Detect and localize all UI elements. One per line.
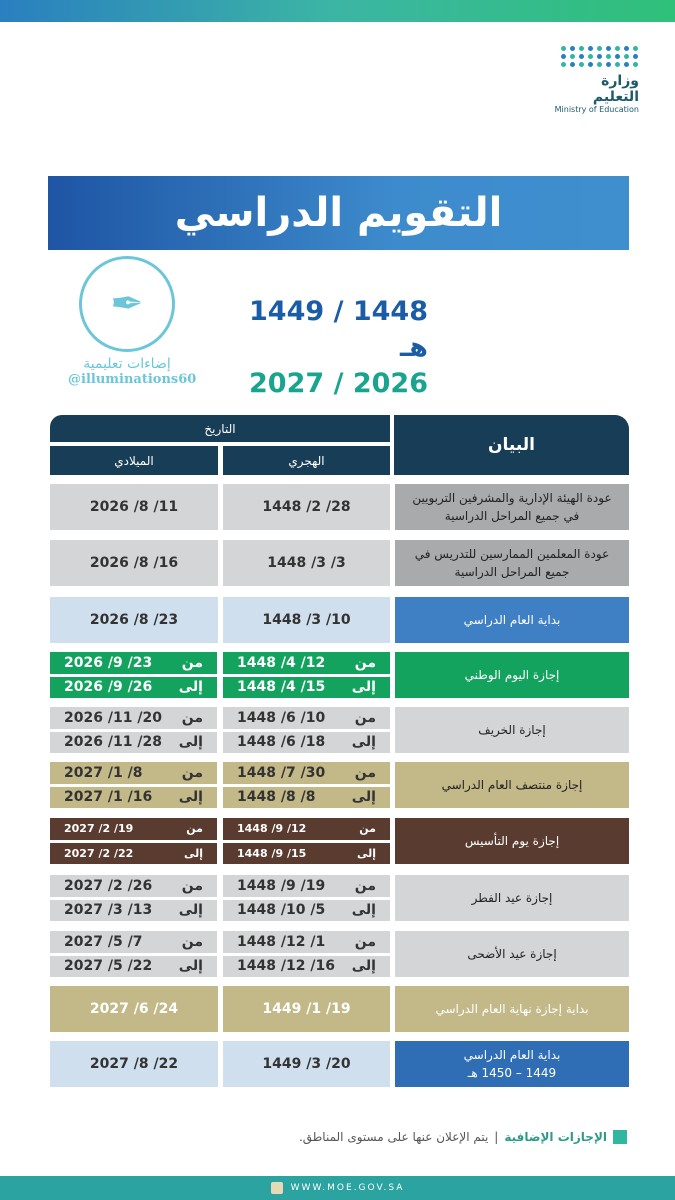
row-label [395, 986, 629, 1032]
gregorian-years: 2026 / 2027 [249, 368, 428, 399]
hijri-date: 10/ 6/ 1448 [237, 709, 326, 726]
brand-handle: @illuminations60 [68, 372, 197, 387]
header-gregorian [50, 446, 218, 475]
hijri-from-cell [223, 875, 390, 897]
hijri-date: 10/ 3/ 1448 [223, 597, 390, 643]
from-label: من [354, 877, 376, 894]
brand-logo [68, 256, 197, 387]
row-label [395, 818, 629, 864]
hijri-date: 18/ 6/ 1448 [237, 734, 326, 751]
row-label [395, 762, 629, 808]
greg-date: 22/ 2/ 2027 [64, 846, 134, 860]
row-label-text: بداية العام الدراسي [463, 1048, 561, 1062]
row-label-text: إجازة الخريف [478, 723, 546, 737]
from-label: من [181, 933, 203, 950]
to-label: إلى [351, 902, 376, 919]
hijri-date: 1/ 12/ 1448 [237, 933, 326, 950]
gregorian-date: 11/ 8/ 2026 [50, 484, 218, 530]
row-label-text: إجازة عيد الأضحى [467, 947, 557, 961]
header-gregorian-label: الميلادي [114, 453, 154, 468]
row-label [395, 1041, 629, 1087]
hijri-date: 28/ 2/ 1448 [223, 484, 390, 530]
hijri-to-cell [223, 900, 390, 922]
greg-to-cell [50, 677, 217, 699]
greg-to-cell [50, 732, 217, 754]
hijri-to-cell [223, 787, 390, 809]
hijri-from-cell [223, 652, 390, 674]
row-label [395, 652, 629, 698]
row-label-text: إجازة منتصف العام الدراسي [441, 778, 583, 792]
to-label: إلى [178, 679, 203, 696]
header-date-label: التاريخ [204, 421, 236, 436]
row-label-text: عودة الهيئة الإدارية والمشرفين التربويين في جميع المراحل الدراسية [412, 491, 612, 523]
greg-date: 23/ 9/ 2026 [64, 654, 153, 671]
footer-bar [0, 1176, 675, 1200]
from-label: من [354, 654, 376, 671]
greg-date: 19/ 2/ 2027 [64, 822, 134, 836]
to-label: إلى [183, 846, 203, 860]
footnote-text: يتم الإعلان عنها على مستوى المناطق. [298, 1130, 489, 1144]
footnote [299, 1130, 627, 1144]
from-label: من [181, 877, 203, 894]
hijri-from-cell [223, 931, 390, 953]
row-label [395, 484, 629, 530]
greg-to-cell [50, 787, 217, 809]
header-statement [394, 415, 629, 475]
moe-seal-icon [271, 1182, 283, 1194]
row-label-subtext: 1449 – 1450 هـ [467, 1066, 557, 1080]
greg-date: 13/ 3/ 2027 [64, 902, 153, 919]
row-label-text: إجازة يوم التأسيس [464, 834, 560, 848]
hijri-to-cell [223, 956, 390, 978]
greg-from-cell [50, 875, 217, 897]
greg-date: 8/ 1/ 2027 [64, 764, 143, 781]
greg-to-cell [50, 956, 217, 978]
brand-name: إضاءات تعليمية [83, 356, 171, 372]
to-label: إلى [178, 789, 203, 806]
greg-date: 20/ 11/ 2026 [64, 709, 162, 726]
greg-date: 26/ 2/ 2027 [64, 877, 153, 894]
gregorian-date: 16/ 8/ 2026 [50, 540, 218, 586]
hijri-date: 16/ 12/ 1448 [237, 958, 335, 975]
hijri-date: 12/ 9/ 1448 [237, 822, 307, 836]
from-label: من [181, 709, 203, 726]
row-label [395, 597, 629, 643]
greg-date: 22/ 5/ 2027 [64, 958, 153, 975]
row-label-text: بداية العام الدراسي [463, 613, 561, 627]
greg-date: 7/ 5/ 2027 [64, 933, 143, 950]
square-icon [613, 1130, 627, 1144]
to-label: إلى [351, 734, 376, 751]
greg-date: 26/ 9/ 2026 [64, 679, 153, 696]
greg-date: 28/ 11/ 2026 [64, 734, 162, 751]
hijri-to-cell [223, 732, 390, 754]
hijri-date: 15/ 9/ 1448 [237, 846, 307, 860]
title-banner [48, 176, 629, 250]
gregorian-date: 24/ 6/ 2027 [50, 986, 218, 1032]
gregorian-date: 22/ 8/ 2027 [50, 1041, 218, 1087]
header-hijri [223, 446, 390, 475]
from-label: من [186, 822, 203, 836]
row-label [395, 875, 629, 921]
hijri-date: 8/ 8/ 1448 [237, 789, 316, 806]
top-gradient-bar [0, 0, 675, 22]
hijri-from-cell [223, 707, 390, 729]
greg-date: 16/ 1/ 2027 [64, 789, 153, 806]
row-label [395, 540, 629, 586]
row-label [395, 707, 629, 753]
to-label: إلى [351, 789, 376, 806]
hijri-from-cell [223, 818, 390, 840]
hijri-years: 1448 / 1449 هـ [249, 296, 428, 363]
footer-url[interactable]: WWW.MOE.GOV.SA [290, 1183, 405, 1193]
to-label: إلى [178, 958, 203, 975]
greg-to-cell [50, 900, 217, 922]
row-label-text: إجازة اليوم الوطني [464, 668, 560, 682]
greg-from-cell [50, 818, 217, 840]
greg-from-cell [50, 652, 217, 674]
row-label-text: إجازة عيد الفطر [471, 891, 553, 905]
to-label: إلى [178, 902, 203, 919]
hijri-date: 19/ 1/ 1449 [223, 986, 390, 1032]
from-label: من [181, 654, 203, 671]
greg-from-cell [50, 762, 217, 784]
to-label: إلى [356, 846, 376, 860]
hijri-date: 20/ 3/ 1449 [223, 1041, 390, 1087]
row-label-text: عودة المعلمين الممارسين للتدريس في جميع المراحل الدراسية [414, 547, 610, 579]
row-label [395, 931, 629, 977]
from-label: من [354, 764, 376, 781]
from-label: من [181, 764, 203, 781]
greg-to-cell [50, 843, 217, 865]
logo-arabic: وزارة التعليم [592, 73, 639, 105]
from-label: من [354, 709, 376, 726]
hijri-date: 5/ 10/ 1448 [237, 902, 326, 919]
gregorian-date: 23/ 8/ 2026 [50, 597, 218, 643]
greg-from-cell [50, 707, 217, 729]
from-label: من [359, 822, 376, 836]
ministry-logo [554, 46, 639, 112]
hijri-date: 15/ 4/ 1448 [237, 679, 326, 696]
to-label: إلى [178, 734, 203, 751]
from-label: من [354, 933, 376, 950]
hijri-to-cell [223, 677, 390, 699]
footnote-title: الإجازات الإضافية [504, 1130, 607, 1144]
logo-english: Ministry of Education [554, 105, 639, 114]
page-title: التقويم الدراسي [174, 190, 503, 236]
header-hijri-label: الهجري [288, 453, 325, 468]
to-label: إلى [351, 958, 376, 975]
hijri-date: 30/ 7/ 1448 [237, 764, 326, 781]
hijri-date: 3/ 3/ 1448 [223, 540, 390, 586]
pen-icon: ✒ [79, 256, 175, 352]
footnote-separator: | [494, 1130, 499, 1144]
hijri-date: 19/ 9/ 1448 [237, 877, 326, 894]
greg-from-cell [50, 931, 217, 953]
header-date [50, 415, 390, 442]
hijri-from-cell [223, 762, 390, 784]
logo-dots-icon [554, 46, 639, 67]
row-label-text: بداية إجازة نهاية العام الدراسي [435, 1002, 589, 1016]
hijri-date: 12/ 4/ 1448 [237, 654, 326, 671]
header-statement-label: البيان [488, 435, 535, 455]
to-label: إلى [351, 679, 376, 696]
hijri-to-cell [223, 843, 390, 865]
